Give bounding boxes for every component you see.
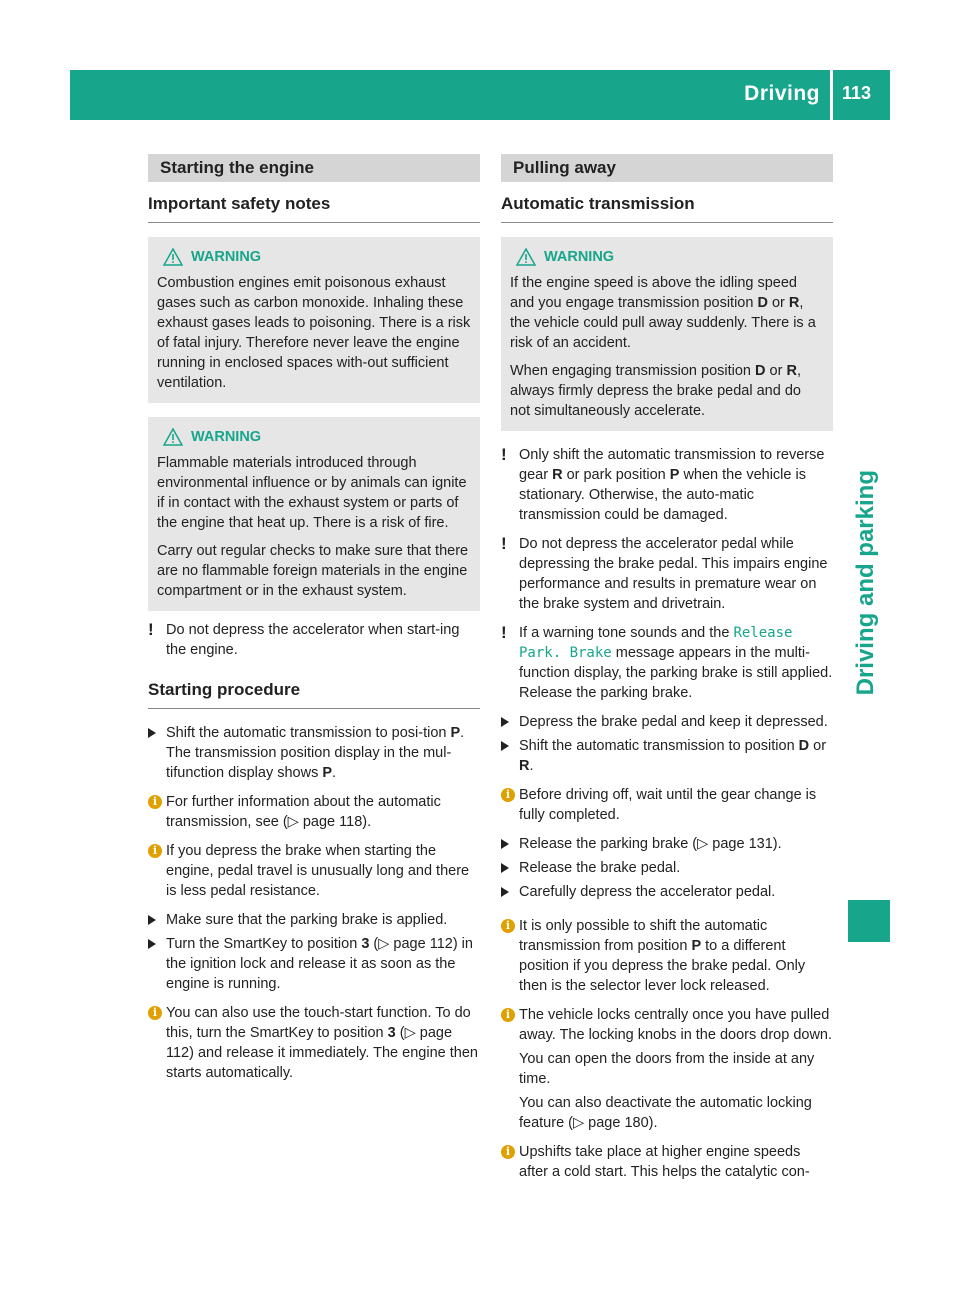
info-item: [148, 792, 480, 832]
info-item: [148, 841, 480, 901]
step-item: [148, 723, 480, 783]
right-column: [501, 154, 833, 1182]
text-run: .: [529, 758, 534, 774]
text-run: If the engine speed is above the idling speed and you engage transmission position: [510, 275, 797, 311]
gear-label: R: [786, 363, 797, 379]
arrow-bullet-icon: [148, 728, 156, 738]
info-item: [148, 1003, 480, 1083]
info-paragraph: You can open the doors from the inside at any time.: [519, 1051, 815, 1087]
text-run: When engaging transmission position: [510, 363, 756, 379]
info-icon: i: [148, 1006, 162, 1020]
arrow-bullet-icon: [501, 887, 509, 897]
text-run: If a warning tone sounds and the: [519, 625, 734, 641]
arrow-bullet-icon: [501, 717, 509, 727]
warning-triangle-icon: [516, 248, 536, 266]
info-item: [501, 916, 833, 996]
step-text: [519, 736, 833, 776]
text-run: Only shift the automatic transmission to reverse gear: [519, 447, 825, 483]
text-run: Shift the automatic transmission to posi-tion: [166, 725, 451, 741]
step-item: [501, 834, 833, 854]
info-text: [519, 1005, 833, 1133]
text-run: or park position: [562, 467, 670, 483]
gear-label: R: [552, 467, 563, 483]
text-run: or: [765, 363, 787, 379]
text-run: , the vehicle could pull away suddenly. There is a risk of an accident.: [510, 295, 816, 351]
step-item: [501, 712, 833, 732]
gear-label: D: [757, 295, 768, 311]
exclamation-icon: !: [501, 623, 507, 642]
note-text: [519, 623, 833, 703]
info-icon: i: [148, 844, 162, 858]
warning-label: WARNING: [191, 429, 262, 445]
info-icon: i: [501, 919, 515, 933]
gear-label: R: [788, 295, 800, 311]
info-text: [166, 1003, 480, 1083]
text-run: You can also use the touch-start function. To do this, turn the SmartKey to position: [166, 1005, 471, 1041]
note-text: [519, 445, 833, 525]
text-run: .: [460, 725, 465, 741]
side-chapter-text: Driving and parking: [852, 470, 879, 696]
info-item: [501, 1005, 833, 1133]
info-item: [501, 1142, 833, 1182]
gear-label: P: [322, 765, 333, 781]
text-run: The transmission position display in the mul-tifunction display shows: [166, 745, 452, 781]
exclamation-icon: !: [501, 445, 507, 464]
warning-triangle-icon: [163, 428, 183, 446]
note-item: [148, 620, 480, 660]
info-icon: i: [148, 795, 162, 809]
step-item: [501, 882, 833, 902]
note-item: [501, 623, 833, 703]
side-chapter-label: [846, 470, 886, 696]
text-run: (▷ page 112) and release it immediately. The engine then starts automatically.: [166, 1025, 478, 1081]
step-text: Carefully depress the accelerator pedal.: [519, 884, 776, 900]
text-run: to a different position if you depress the brake pedal. Only then is the selector lever lock released.: [519, 938, 806, 994]
info-icon: i: [501, 1008, 515, 1022]
subheading-automatic-transmission: Automatic transmission: [501, 194, 833, 223]
arrow-bullet-icon: [501, 839, 509, 849]
text-run: message appears in the multi-function display, the parking brake is still applied. Release the parking brake.: [519, 645, 833, 701]
info-text: Upshifts take place at higher engine speeds after a cold start. This helps the catalytic con-: [519, 1144, 810, 1180]
warning-header: [157, 427, 472, 447]
position-label: 3: [361, 936, 370, 952]
warning-text: Combustion engines emit poisonous exhaust gases such as carbon monoxide. Inhaling these exhaust gases leads to poisoning. There is a risk of fatal injury. Therefore never leave the engine running in enclosed spaces with-out sufficient ventilation.: [157, 275, 471, 391]
info-item: [501, 785, 833, 825]
header-title: Driving: [744, 82, 820, 105]
warning-box-pull-away: [501, 237, 833, 431]
step-item: [148, 910, 480, 930]
info-text: For further information about the automatic transmission, see (▷ page 118).: [166, 794, 441, 830]
arrow-bullet-icon: [501, 741, 509, 751]
info-paragraph: The vehicle locks centrally once you have pulled away. The locking knobs in the doors drop down.: [519, 1007, 833, 1043]
page-number: 113: [842, 83, 872, 103]
gear-label: D: [798, 738, 810, 754]
subheading-starting-procedure: Starting procedure: [148, 680, 480, 709]
gear-label: P: [691, 938, 702, 954]
arrow-bullet-icon: [148, 939, 156, 949]
side-chapter-marker: [848, 900, 890, 942]
text-run: or: [809, 738, 827, 754]
step-item: [501, 736, 833, 776]
note-item: [501, 445, 833, 525]
step-text: [166, 723, 480, 783]
warning-triangle-icon: [163, 248, 183, 266]
exclamation-icon: !: [501, 534, 507, 553]
step-text: Depress the brake pedal and keep it depressed.: [519, 714, 828, 730]
step-text: Release the parking brake (▷ page 131).: [519, 836, 782, 852]
text-run: Shift the automatic transmission to position: [519, 738, 799, 754]
warning-label: WARNING: [191, 249, 262, 265]
text-run: It is only possible to shift the automatic transmission from position: [519, 918, 768, 954]
warning-box-exhaust: [148, 237, 480, 403]
text-run: when the vehicle is stationary. Otherwise, the auto-matic transmission could be damaged.: [519, 467, 806, 523]
warning-box-flammable: [148, 417, 480, 611]
position-label: 3: [387, 1025, 396, 1041]
step-text: [166, 934, 480, 994]
gear-label: R: [519, 758, 530, 774]
note-item: [501, 534, 833, 614]
info-icon: i: [501, 1145, 515, 1159]
arrow-bullet-icon: [501, 863, 509, 873]
section-title-pulling-away: Pulling away: [501, 154, 833, 182]
step-text: Release the brake pedal.: [519, 860, 681, 876]
display-message: Release Park. Brake: [519, 625, 793, 661]
text-run: Turn the SmartKey to position: [166, 936, 362, 952]
warning-label: WARNING: [544, 249, 615, 265]
subheading-safety-notes: Important safety notes: [148, 194, 480, 223]
step-item: [501, 858, 833, 878]
info-text: If you depress the brake when starting the engine, pedal travel is unusually long and there is less pedal resistance.: [166, 843, 470, 899]
warning-header: [157, 247, 472, 267]
arrow-bullet-icon: [148, 915, 156, 925]
note-text: Do not depress the accelerator when start-ing the engine.: [166, 622, 460, 658]
info-text: Before driving off, wait until the gear change is fully completed.: [519, 787, 817, 823]
gear-label: P: [669, 467, 680, 483]
warning-header: [510, 247, 825, 267]
info-icon: i: [501, 788, 515, 802]
warning-text: Flammable materials introduced through environmental influence or by animals can ignite if in contact with the exhaust system or parts of the engine that heat up. There is a risk of fire.: [157, 455, 467, 531]
note-text: Do not depress the accelerator pedal while depressing the brake pedal. This impairs engine performance and results in premature wear on the brake system and drivetrain.: [519, 536, 828, 612]
text-run: , always firmly depress the brake pedal and do not simultaneously accelerate.: [510, 363, 801, 419]
text-run: (▷ page 112) in the ignition lock and release it as soon as the engine is running.: [166, 936, 473, 992]
info-text: [519, 916, 833, 996]
header-divider: [830, 70, 833, 120]
exclamation-icon: !: [148, 620, 154, 639]
step-item: [148, 934, 480, 994]
left-column: [148, 154, 480, 1083]
warning-text: [510, 273, 825, 353]
text-run: or: [767, 295, 789, 311]
warning-text: [510, 361, 825, 421]
warning-text: Carry out regular checks to make sure that there are no flammable foreign materials in the engine compartment or in the exhaust system.: [157, 543, 469, 599]
section-title-starting-engine: Starting the engine: [148, 154, 480, 182]
gear-label: P: [450, 725, 461, 741]
step-text: Make sure that the parking brake is applied.: [166, 912, 448, 928]
text-run: .: [332, 765, 337, 781]
gear-label: D: [755, 363, 766, 379]
info-paragraph: You can also deactivate the automatic locking feature (▷ page 180).: [519, 1095, 812, 1131]
